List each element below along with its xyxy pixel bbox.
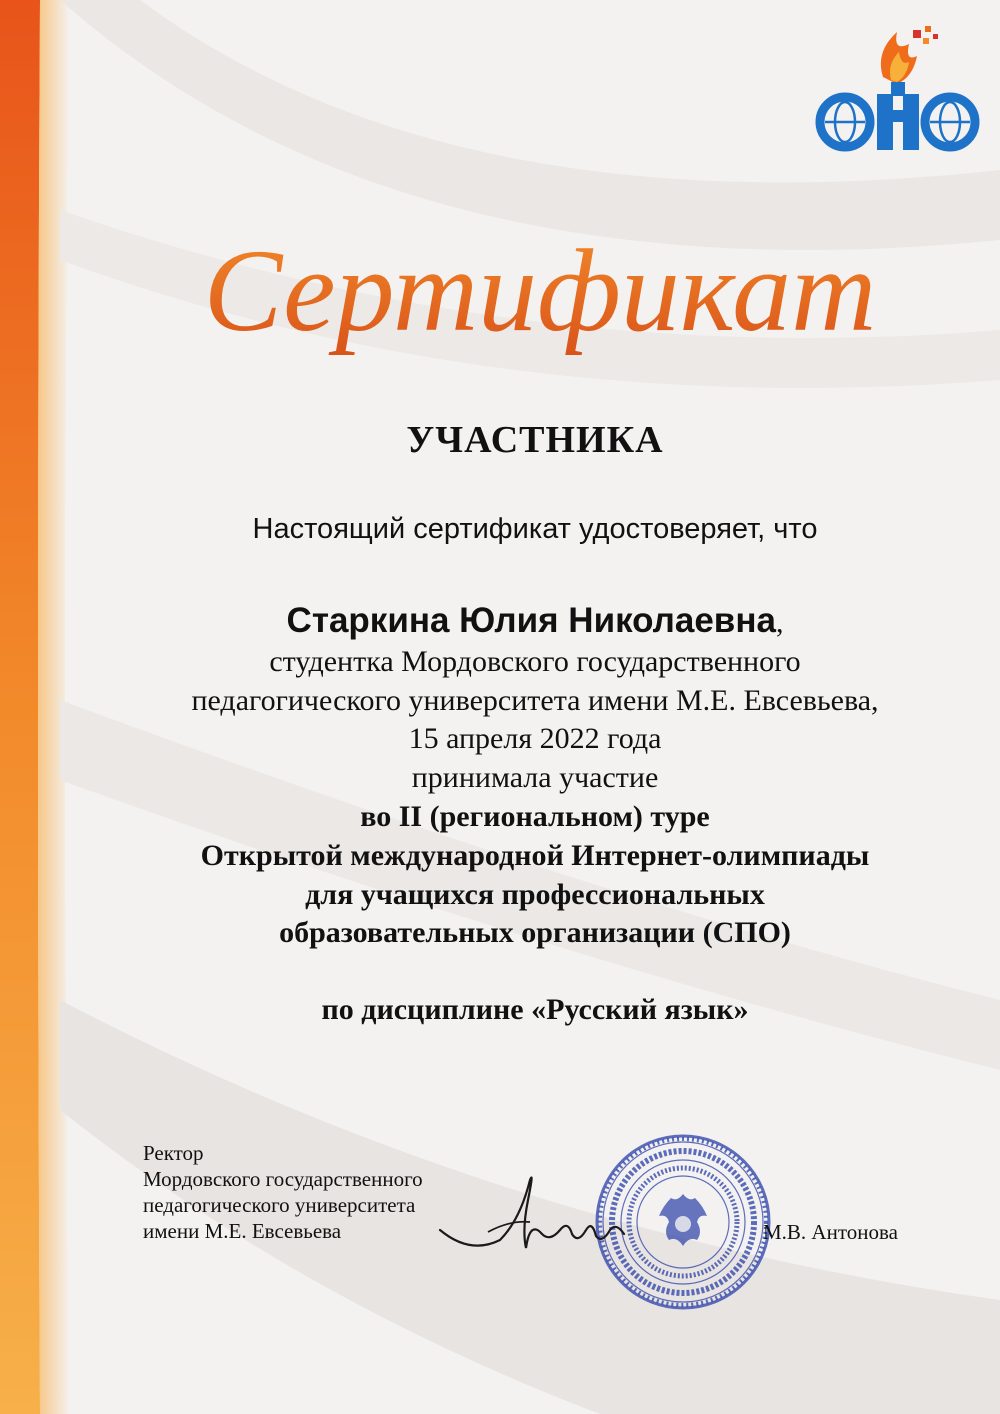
event-line-2: для учащихся профессиональных xyxy=(305,877,765,911)
signatory-name: М.В. Антонова xyxy=(763,1220,898,1244)
event-line-3: образовательных организации (СПО) xyxy=(279,916,791,950)
event-line-1: Открытой международной Интернет-олимпиады xyxy=(200,838,870,872)
recipient-name: Старкина Юлия Николаевна xyxy=(286,601,776,640)
discipline-text: по дисциплине «Русский язык» xyxy=(321,993,749,1026)
signatory-org-line-1: Мордовского государственного xyxy=(143,1167,423,1191)
participant-heading: УЧАСТНИКА xyxy=(406,419,664,461)
signatory-org-line-2: педагогического университета xyxy=(143,1193,416,1217)
recipient-block xyxy=(100,602,970,953)
torch-logo-icon xyxy=(805,22,985,162)
recipient-line-1: студентка Мордовского государственного xyxy=(269,644,801,678)
signatory-title: Ректор xyxy=(143,1141,204,1165)
signatory-block xyxy=(143,1140,423,1244)
certificate-title xyxy=(180,210,900,390)
recipient-line-2: педагогического университета имени М.Е. Евсевьева, xyxy=(191,683,879,717)
event-round: во II (региональном) туре xyxy=(360,799,710,833)
event-date: 15 апреля 2022 года xyxy=(408,722,662,756)
handwritten-signature-icon xyxy=(430,1160,630,1270)
signatory-org-line-3: имени М.Е. Евсевьева xyxy=(143,1219,342,1243)
recipient-comma: , xyxy=(775,606,784,639)
intro-text: Настоящий сертификат удостоверяет, что xyxy=(252,513,818,545)
participation-text: принимала участие xyxy=(411,761,659,795)
certificate-title-text: Сертификат xyxy=(203,225,877,356)
